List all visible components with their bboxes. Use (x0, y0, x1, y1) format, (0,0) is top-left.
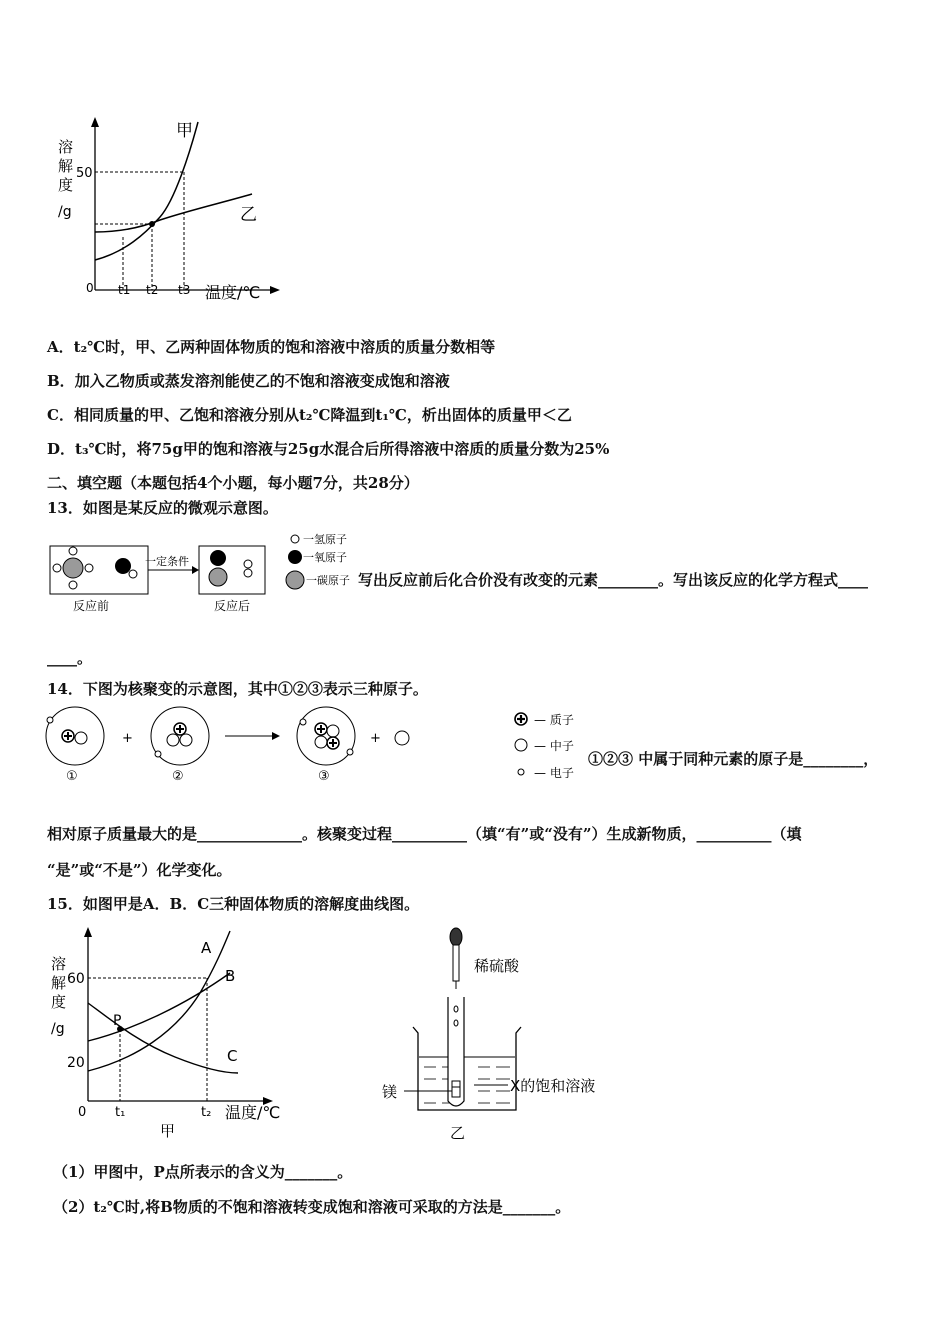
option-d-text: t₃℃时，将75g甲的饱和溶液与25g水混合后所得溶液中溶质的质量分数为25% (75, 440, 610, 458)
q12-xtick-t1: t1 (118, 283, 131, 297)
option-d-letter: D． (47, 440, 76, 458)
solubility-chart-q12 (50, 112, 290, 307)
option-c-letter: C． (47, 406, 74, 424)
q12-ylabel-4: /g (58, 204, 72, 220)
q13-reaction-diagram (47, 528, 367, 618)
q14-stem: 14．下图为核聚变的示意图，其中①②③表示三种原子。 (47, 680, 428, 698)
q15-mg-label: 镁 (382, 1083, 398, 1101)
q15-label-b: B (225, 967, 236, 985)
solubility-chart-q15 (45, 923, 295, 1143)
q15-ylabel-1: 溶 (51, 955, 67, 973)
q14-plus-2: + (370, 731, 381, 746)
q13-legend-c: 一碳原子 (306, 574, 350, 587)
q15-fig-jia: 甲 (160, 1122, 176, 1140)
option-b-letter: B． (47, 372, 75, 390)
q14-plus-1: + (122, 731, 133, 746)
option-a-letter: A． (47, 338, 74, 356)
q12-xlabel: 温度/℃ (205, 283, 261, 302)
q12-origin: 0 (86, 281, 94, 295)
q13-legend-o: 一氧原子 (303, 551, 347, 564)
option-b-text: 加入乙物质或蒸发溶剂能使乙的不饱和溶液变成饱和溶液 (74, 372, 450, 390)
q14-question: ①②③ 中属于同种元素的原子是________， (588, 750, 879, 768)
q15-label-a: A (201, 939, 212, 957)
q15-sub1: （1）甲图中，P点所表示的含义为_______。 (53, 1163, 353, 1181)
option-b (47, 370, 450, 391)
q12-curve-yi (95, 194, 252, 232)
q15-ytick-20: 20 (67, 1055, 85, 1071)
q12-xtick-t2: t2 (146, 283, 159, 297)
q14-legend-proton: — 质子 (534, 713, 574, 727)
q14-atom3-label: ③ (318, 769, 330, 784)
q14-legend-neutron: — 中子 (534, 739, 574, 753)
q15-acid-label: 稀硫酸 (474, 957, 520, 975)
q13-arrow-label: 一定条件 (145, 555, 189, 568)
q14-legend (510, 708, 600, 784)
option-d (47, 438, 609, 459)
q14-atom2-label: ② (172, 769, 184, 784)
section-heading: 二、填空题（本题包括4个小题，每小题7分，共28分） (47, 474, 419, 492)
q15-xtick-t1: t₁ (115, 1105, 126, 1120)
q14-line2: 相对原子质量最大的是______________。核聚变过程__________（填“有”或“没有”）生成新物质，__________（填 (47, 825, 802, 843)
option-a-text: t₂℃时，甲、乙两种固体物质的饱和溶液中溶质的质量分数相等 (73, 338, 496, 356)
q14-legend-electron: — 电子 (534, 766, 574, 780)
q13-label-before: 反应前 (73, 599, 110, 613)
q12-ylabel-3: 度 (58, 176, 74, 194)
q14-line3: “是”或“不是”）化学变化。 (47, 861, 232, 879)
q12-label-yi: 乙 (240, 205, 257, 225)
q15-curve-b (88, 973, 230, 1041)
option-c (47, 404, 572, 425)
q15-ylabel-4: /g (51, 1021, 65, 1037)
q12-label-jia: 甲 (176, 121, 193, 141)
q14-atom1-label: ① (66, 769, 78, 784)
q15-sub2: （2）t₂℃时,将B物质的不饱和溶液转变成饱和溶液可采取的方法是_______。 (53, 1198, 571, 1216)
q12-curve-jia (95, 122, 198, 260)
option-a (47, 336, 495, 357)
q13-question: 写出反应前后化合价没有改变的元素________。写出该反应的化学方程式____ (358, 571, 869, 589)
q15-ylabel-3: 度 (51, 993, 67, 1011)
q12-ytick-50: 50 (76, 166, 93, 181)
q15-apparatus (378, 925, 628, 1145)
q15-xlabel: 温度/℃ (225, 1103, 281, 1122)
q15-label-c: C (227, 1047, 238, 1065)
q14-fusion-diagram (40, 700, 440, 790)
q13-legend-h: 一氢原子 (303, 533, 347, 546)
q15-fig-yi: 乙 (450, 1124, 466, 1142)
q13-label-after: 反应后 (214, 599, 251, 613)
q13-question-cont: ____。 (47, 649, 93, 667)
q13-stem: 13．如图是某反应的微观示意图。 (47, 499, 278, 517)
option-c-text: 相同质量的甲、乙饱和溶液分别从t₂℃降温到t₁℃，析出固体的质量甲＜乙 (73, 406, 572, 424)
q15-xtick-0: 0 (78, 1105, 87, 1120)
q15-point-p: P (113, 1013, 122, 1029)
q15-ylabel-2: 解 (51, 974, 67, 992)
q12-xtick-t3: t3 (178, 283, 191, 297)
q12-ylabel-2: 解 (58, 157, 74, 175)
q12-ylabel-1: 溶 (58, 138, 74, 156)
q15-solution-label: X的饱和溶液 (510, 1077, 596, 1095)
q15-ytick-60: 60 (67, 971, 85, 987)
q15-stem: 15．如图甲是A．B．C三种固体物质的溶解度曲线图。 (47, 895, 420, 913)
q15-xtick-t2: t₂ (201, 1105, 212, 1120)
